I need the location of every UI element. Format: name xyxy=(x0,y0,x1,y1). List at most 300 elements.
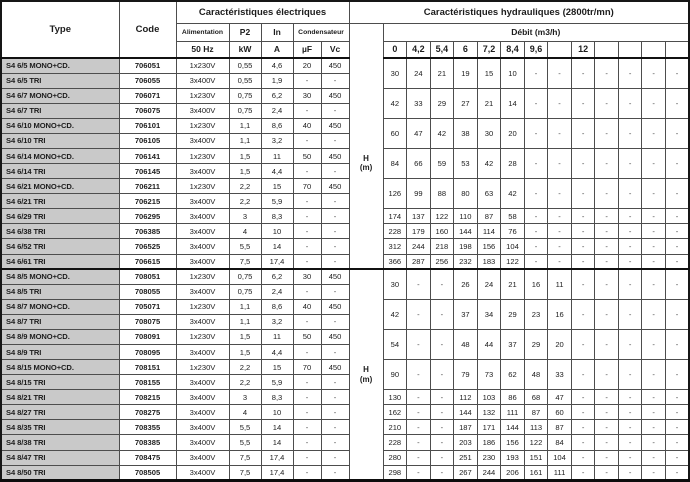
head-value-cell: - xyxy=(524,58,548,88)
h-m-label-cell xyxy=(349,58,383,269)
head-value-cell: - xyxy=(642,118,666,148)
head-value-cell: - xyxy=(571,390,595,405)
head-value-cell: 230 xyxy=(477,450,501,465)
debit-col-header: 9,6 xyxy=(524,41,548,58)
head-value-cell: 42 xyxy=(383,299,407,329)
head-value-cell: 160 xyxy=(430,224,454,239)
p2-cell: 0,75 xyxy=(229,103,261,118)
head-value-cell: 76 xyxy=(501,224,525,239)
head-value-cell: 59 xyxy=(430,148,454,178)
head-value-cell: - xyxy=(524,88,548,118)
pump-type-cell: S4 8/21 TRI xyxy=(1,390,119,405)
in-cell: 8,6 xyxy=(261,118,293,133)
head-value-cell: - xyxy=(571,299,595,329)
h-label: H xyxy=(363,365,369,375)
p2-cell: 1,5 xyxy=(229,344,261,359)
product-row xyxy=(1,465,689,480)
p2-cell: 4 xyxy=(229,224,261,239)
head-value-cell: 251 xyxy=(454,450,478,465)
head-value-cell: 47 xyxy=(407,118,431,148)
in-cell: 17,4 xyxy=(261,465,293,480)
pump-type-cell: S4 6/14 MONO+CD. xyxy=(1,148,119,163)
vc-cell: - xyxy=(321,405,349,420)
in-cell: 3,2 xyxy=(261,314,293,329)
uf-cell: - xyxy=(293,435,321,450)
vc-cell: 450 xyxy=(321,360,349,375)
in-cell: 17,4 xyxy=(261,450,293,465)
head-value-cell: 20 xyxy=(548,329,572,359)
product-row xyxy=(1,390,689,405)
head-value-cell: - xyxy=(407,420,431,435)
head-value-cell: - xyxy=(430,435,454,450)
head-value-cell: - xyxy=(571,329,595,359)
pump-code-cell: 708095 xyxy=(119,344,176,359)
head-value-cell: 60 xyxy=(548,405,572,420)
in-cell: 10 xyxy=(261,224,293,239)
head-value-cell: - xyxy=(618,329,642,359)
head-value-cell: - xyxy=(618,405,642,420)
h-unit: (m) xyxy=(359,374,373,384)
head-value-cell: 144 xyxy=(454,405,478,420)
head-value-cell: - xyxy=(595,465,619,480)
in-cell: 6,2 xyxy=(261,88,293,103)
head-value-cell: 42 xyxy=(383,88,407,118)
head-value-cell: 122 xyxy=(524,435,548,450)
head-value-cell: - xyxy=(407,329,431,359)
head-value-cell: - xyxy=(665,269,689,299)
head-value-cell: 280 xyxy=(383,450,407,465)
head-value-cell: 84 xyxy=(548,435,572,450)
head-value-cell: 58 xyxy=(501,209,525,224)
alimentation-cell: 1x230V xyxy=(176,269,229,284)
head-value-cell: - xyxy=(430,329,454,359)
head-value-cell: - xyxy=(524,179,548,209)
alimentation-cell: 3x400V xyxy=(176,390,229,405)
vc-cell: - xyxy=(321,465,349,480)
vc-cell: 450 xyxy=(321,58,349,73)
head-value-cell: - xyxy=(642,405,666,420)
head-value-cell: - xyxy=(665,88,689,118)
head-value-cell: 186 xyxy=(477,435,501,450)
head-value-cell: - xyxy=(571,148,595,178)
head-value-cell: 206 xyxy=(501,465,525,480)
head-value-cell: 20 xyxy=(501,118,525,148)
head-value-cell: - xyxy=(571,360,595,390)
head-value-cell: 37 xyxy=(501,329,525,359)
head-value-cell: - xyxy=(430,405,454,420)
alimentation-cell: 3x400V xyxy=(176,103,229,118)
product-row xyxy=(1,329,689,344)
head-value-cell: 126 xyxy=(383,179,407,209)
pump-code-cell: 708051 xyxy=(119,269,176,284)
head-value-cell: - xyxy=(665,435,689,450)
p2-cell: 0,55 xyxy=(229,73,261,88)
col-header-condensateur: Condensateur xyxy=(293,23,349,41)
h-unit: (m) xyxy=(359,163,373,173)
head-value-cell: 232 xyxy=(454,254,478,269)
head-value-cell: - xyxy=(665,224,689,239)
pump-code-cell: 706295 xyxy=(119,209,176,224)
head-value-cell: 28 xyxy=(501,148,525,178)
head-value-cell: - xyxy=(665,420,689,435)
head-value-cell: - xyxy=(595,209,619,224)
head-value-cell: 198 xyxy=(454,239,478,254)
pump-code-cell: 708215 xyxy=(119,390,176,405)
vc-cell: - xyxy=(321,375,349,390)
uf-cell: - xyxy=(293,239,321,254)
uf-cell: - xyxy=(293,314,321,329)
uf-cell: - xyxy=(293,465,321,480)
debit-col-header: 5,4 xyxy=(430,41,454,58)
p2-cell: 7,5 xyxy=(229,450,261,465)
head-value-cell: 42 xyxy=(501,179,525,209)
p2-cell: 1,1 xyxy=(229,133,261,148)
head-value-cell: - xyxy=(595,58,619,88)
head-value-cell: 73 xyxy=(477,360,501,390)
head-value-cell: 23 xyxy=(524,299,548,329)
vc-cell: - xyxy=(321,239,349,254)
head-value-cell: 111 xyxy=(501,405,525,420)
head-value-cell: - xyxy=(665,239,689,254)
uf-cell: 50 xyxy=(293,148,321,163)
head-value-cell: 63 xyxy=(477,179,501,209)
in-cell: 8,6 xyxy=(261,299,293,314)
head-value-cell: - xyxy=(642,88,666,118)
pump-type-cell: S4 8/35 TRI xyxy=(1,420,119,435)
vc-cell: 450 xyxy=(321,269,349,284)
pump-code-cell: 708355 xyxy=(119,420,176,435)
head-value-cell: 14 xyxy=(501,88,525,118)
h-column-header xyxy=(349,23,383,58)
p2-cell: 0,75 xyxy=(229,269,261,284)
product-row xyxy=(1,118,689,133)
head-value-cell: - xyxy=(548,179,572,209)
product-row xyxy=(1,254,689,269)
pump-type-cell: S4 8/50 TRI xyxy=(1,465,119,480)
uf-cell: - xyxy=(293,194,321,209)
p2-cell: 5,5 xyxy=(229,435,261,450)
head-value-cell: - xyxy=(548,148,572,178)
col-header-p2-unit: kW xyxy=(229,41,261,58)
in-cell: 14 xyxy=(261,239,293,254)
pump-code-cell: 706055 xyxy=(119,73,176,88)
head-value-cell: - xyxy=(595,405,619,420)
uf-cell: - xyxy=(293,209,321,224)
head-value-cell: 110 xyxy=(454,209,478,224)
head-value-cell: - xyxy=(618,209,642,224)
p2-cell: 1,1 xyxy=(229,314,261,329)
head-value-cell: - xyxy=(407,390,431,405)
head-value-cell: 112 xyxy=(454,390,478,405)
head-value-cell: 99 xyxy=(407,179,431,209)
vc-cell: - xyxy=(321,450,349,465)
uf-cell: 70 xyxy=(293,179,321,194)
p2-cell: 3 xyxy=(229,390,261,405)
vc-cell: - xyxy=(321,284,349,299)
head-value-cell: - xyxy=(618,88,642,118)
in-cell: 15 xyxy=(261,360,293,375)
product-row xyxy=(1,435,689,450)
h-m-label-cell xyxy=(349,269,383,480)
head-value-cell: 38 xyxy=(454,118,478,148)
pump-type-cell: S4 8/15 TRI xyxy=(1,375,119,390)
alimentation-cell: 1x230V xyxy=(176,118,229,133)
head-value-cell: 19 xyxy=(454,58,478,88)
head-value-cell: 42 xyxy=(430,118,454,148)
in-cell: 5,9 xyxy=(261,375,293,390)
head-value-cell: 298 xyxy=(383,465,407,480)
head-value-cell: 144 xyxy=(454,224,478,239)
head-value-cell: 15 xyxy=(477,58,501,88)
uf-cell: - xyxy=(293,133,321,148)
head-value-cell: - xyxy=(524,118,548,148)
head-value-cell: - xyxy=(595,269,619,299)
pump-type-cell: S4 6/21 TRI xyxy=(1,194,119,209)
in-cell: 2,4 xyxy=(261,284,293,299)
head-value-cell: 287 xyxy=(407,254,431,269)
col-header-in-unit: A xyxy=(261,41,293,58)
head-value-cell: - xyxy=(642,179,666,209)
head-value-cell: - xyxy=(571,239,595,254)
head-value-cell: 113 xyxy=(524,420,548,435)
head-value-cell: - xyxy=(595,239,619,254)
head-value-cell: 68 xyxy=(524,390,548,405)
p2-cell: 7,5 xyxy=(229,465,261,480)
head-value-cell: - xyxy=(642,269,666,299)
head-value-cell: 87 xyxy=(548,420,572,435)
alimentation-cell: 3x400V xyxy=(176,209,229,224)
head-value-cell: - xyxy=(642,239,666,254)
vc-cell: 450 xyxy=(321,179,349,194)
pump-type-cell: S4 8/15 MONO+CD. xyxy=(1,360,119,375)
in-cell: 3,2 xyxy=(261,133,293,148)
head-value-cell: - xyxy=(618,239,642,254)
vc-cell: 450 xyxy=(321,299,349,314)
pump-code-cell: 706145 xyxy=(119,164,176,179)
pump-type-cell: S4 8/7 MONO+CD. xyxy=(1,299,119,314)
head-value-cell: 29 xyxy=(524,329,548,359)
head-value-cell: - xyxy=(642,360,666,390)
head-value-cell: - xyxy=(665,390,689,405)
pump-code-cell: 706215 xyxy=(119,194,176,209)
debit-col-header: 6 xyxy=(454,41,478,58)
head-value-cell: - xyxy=(407,450,431,465)
head-value-cell: 27 xyxy=(454,88,478,118)
head-value-cell: 156 xyxy=(477,239,501,254)
pump-code-cell: 708055 xyxy=(119,284,176,299)
p2-cell: 0,75 xyxy=(229,284,261,299)
h-label: H xyxy=(363,153,369,163)
head-value-cell: 171 xyxy=(477,420,501,435)
pump-type-cell: S4 6/5 MONO+CD. xyxy=(1,58,119,73)
alimentation-cell: 3x400V xyxy=(176,133,229,148)
head-value-cell: 218 xyxy=(430,239,454,254)
pump-code-cell: 706525 xyxy=(119,239,176,254)
alimentation-cell: 3x400V xyxy=(176,73,229,88)
head-value-cell: - xyxy=(595,179,619,209)
head-value-cell: - xyxy=(642,450,666,465)
vc-cell: - xyxy=(321,209,349,224)
pump-code-cell: 708505 xyxy=(119,465,176,480)
head-value-cell: 54 xyxy=(383,329,407,359)
pump-type-cell: S4 8/47 TRI xyxy=(1,450,119,465)
uf-cell: - xyxy=(293,450,321,465)
head-value-cell: 87 xyxy=(477,209,501,224)
head-value-cell: 42 xyxy=(477,148,501,178)
p2-cell: 1,1 xyxy=(229,118,261,133)
head-value-cell: - xyxy=(595,224,619,239)
head-value-cell: - xyxy=(430,299,454,329)
uf-cell: 30 xyxy=(293,88,321,103)
head-value-cell: - xyxy=(665,58,689,88)
head-value-cell: - xyxy=(571,209,595,224)
alimentation-cell: 1x230V xyxy=(176,179,229,194)
head-value-cell: 84 xyxy=(383,148,407,178)
head-value-cell: 132 xyxy=(477,405,501,420)
pump-code-cell: 705071 xyxy=(119,299,176,314)
uf-cell: 30 xyxy=(293,269,321,284)
product-row xyxy=(1,209,689,224)
in-cell: 4,4 xyxy=(261,164,293,179)
head-value-cell: 48 xyxy=(524,360,548,390)
debit-header: Débit (m3/h) xyxy=(383,23,689,41)
head-value-cell: 16 xyxy=(548,299,572,329)
head-value-cell: - xyxy=(665,450,689,465)
pump-code-cell: 708075 xyxy=(119,314,176,329)
head-value-cell: 183 xyxy=(477,254,501,269)
pump-type-cell: S4 6/7 MONO+CD. xyxy=(1,88,119,103)
alimentation-cell: 3x400V xyxy=(176,239,229,254)
pump-code-cell: 706385 xyxy=(119,224,176,239)
head-value-cell: 66 xyxy=(407,148,431,178)
pump-code-cell: 706071 xyxy=(119,88,176,103)
pump-code-cell: 706075 xyxy=(119,103,176,118)
head-value-cell: 144 xyxy=(501,420,525,435)
head-value-cell: - xyxy=(407,360,431,390)
p2-cell: 2,2 xyxy=(229,194,261,209)
head-value-cell: - xyxy=(618,299,642,329)
vc-cell: - xyxy=(321,103,349,118)
head-value-cell: 44 xyxy=(477,329,501,359)
head-value-cell: 256 xyxy=(430,254,454,269)
head-value-cell: 104 xyxy=(548,450,572,465)
head-value-cell: - xyxy=(642,58,666,88)
head-value-cell: - xyxy=(571,465,595,480)
head-value-cell: 193 xyxy=(501,450,525,465)
head-value-cell: - xyxy=(571,179,595,209)
head-value-cell: - xyxy=(618,118,642,148)
head-value-cell: 312 xyxy=(383,239,407,254)
head-value-cell: 162 xyxy=(383,405,407,420)
vc-cell: - xyxy=(321,73,349,88)
alimentation-cell: 3x400V xyxy=(176,375,229,390)
alimentation-cell: 3x400V xyxy=(176,344,229,359)
head-value-cell: 34 xyxy=(477,299,501,329)
head-value-cell: 21 xyxy=(501,269,525,299)
head-value-cell: - xyxy=(618,179,642,209)
head-value-cell: - xyxy=(642,299,666,329)
head-value-cell: - xyxy=(548,224,572,239)
p2-cell: 1,5 xyxy=(229,164,261,179)
pump-type-cell: S4 6/14 TRI xyxy=(1,164,119,179)
pump-code-cell: 706615 xyxy=(119,254,176,269)
head-value-cell: - xyxy=(524,148,548,178)
head-value-cell: - xyxy=(618,148,642,178)
head-value-cell: 53 xyxy=(454,148,478,178)
head-value-cell: 122 xyxy=(501,254,525,269)
head-value-cell: 16 xyxy=(524,269,548,299)
head-value-cell: - xyxy=(665,465,689,480)
product-row xyxy=(1,360,689,375)
head-value-cell: - xyxy=(665,209,689,224)
col-header-uf: µF xyxy=(293,41,321,58)
head-value-cell: 210 xyxy=(383,420,407,435)
head-value-cell: 88 xyxy=(430,179,454,209)
p2-cell: 0,75 xyxy=(229,88,261,103)
head-value-cell: 137 xyxy=(407,209,431,224)
vc-cell: - xyxy=(321,420,349,435)
head-value-cell: 37 xyxy=(454,299,478,329)
product-row xyxy=(1,58,689,73)
head-value-cell: - xyxy=(618,58,642,88)
head-value-cell: - xyxy=(665,179,689,209)
head-value-cell: - xyxy=(595,360,619,390)
product-row xyxy=(1,224,689,239)
pump-type-cell: S4 6/10 MONO+CD. xyxy=(1,118,119,133)
pump-type-cell: S4 8/38 TRI xyxy=(1,435,119,450)
p2-cell: 7,5 xyxy=(229,254,261,269)
alimentation-cell: 3x400V xyxy=(176,314,229,329)
head-value-cell: - xyxy=(595,329,619,359)
head-value-cell: - xyxy=(642,209,666,224)
pump-type-cell: S4 6/38 TRI xyxy=(1,224,119,239)
in-cell: 2,4 xyxy=(261,103,293,118)
head-value-cell: - xyxy=(407,465,431,480)
debit-col-header: 4,2 xyxy=(407,41,431,58)
in-cell: 8,3 xyxy=(261,209,293,224)
vc-cell: 450 xyxy=(321,148,349,163)
in-cell: 14 xyxy=(261,435,293,450)
head-value-cell: - xyxy=(548,88,572,118)
uf-cell: 20 xyxy=(293,58,321,73)
head-value-cell: 33 xyxy=(407,88,431,118)
in-cell: 10 xyxy=(261,405,293,420)
pump-type-cell: S4 6/5 TRI xyxy=(1,73,119,88)
product-row xyxy=(1,239,689,254)
head-value-cell: - xyxy=(595,420,619,435)
pump-type-cell: S4 8/9 MONO+CD. xyxy=(1,329,119,344)
head-value-cell: 187 xyxy=(454,420,478,435)
vc-cell: - xyxy=(321,224,349,239)
pump-type-cell: S4 6/61 TRI xyxy=(1,254,119,269)
head-value-cell: - xyxy=(665,118,689,148)
electrical-section-header: Caractéristiques électriques xyxy=(176,1,349,23)
product-row xyxy=(1,450,689,465)
head-value-cell: - xyxy=(618,465,642,480)
pump-code-cell: 708275 xyxy=(119,405,176,420)
head-value-cell: - xyxy=(618,254,642,269)
product-row xyxy=(1,179,689,194)
head-value-cell: 30 xyxy=(477,118,501,148)
head-value-cell: - xyxy=(571,254,595,269)
debit-col-header: 12 xyxy=(571,41,595,58)
head-value-cell: - xyxy=(571,58,595,88)
in-cell: 11 xyxy=(261,329,293,344)
head-value-cell: - xyxy=(548,239,572,254)
pump-code-cell: 708151 xyxy=(119,360,176,375)
pump-type-cell: S4 8/9 TRI xyxy=(1,344,119,359)
p2-cell: 2,2 xyxy=(229,179,261,194)
